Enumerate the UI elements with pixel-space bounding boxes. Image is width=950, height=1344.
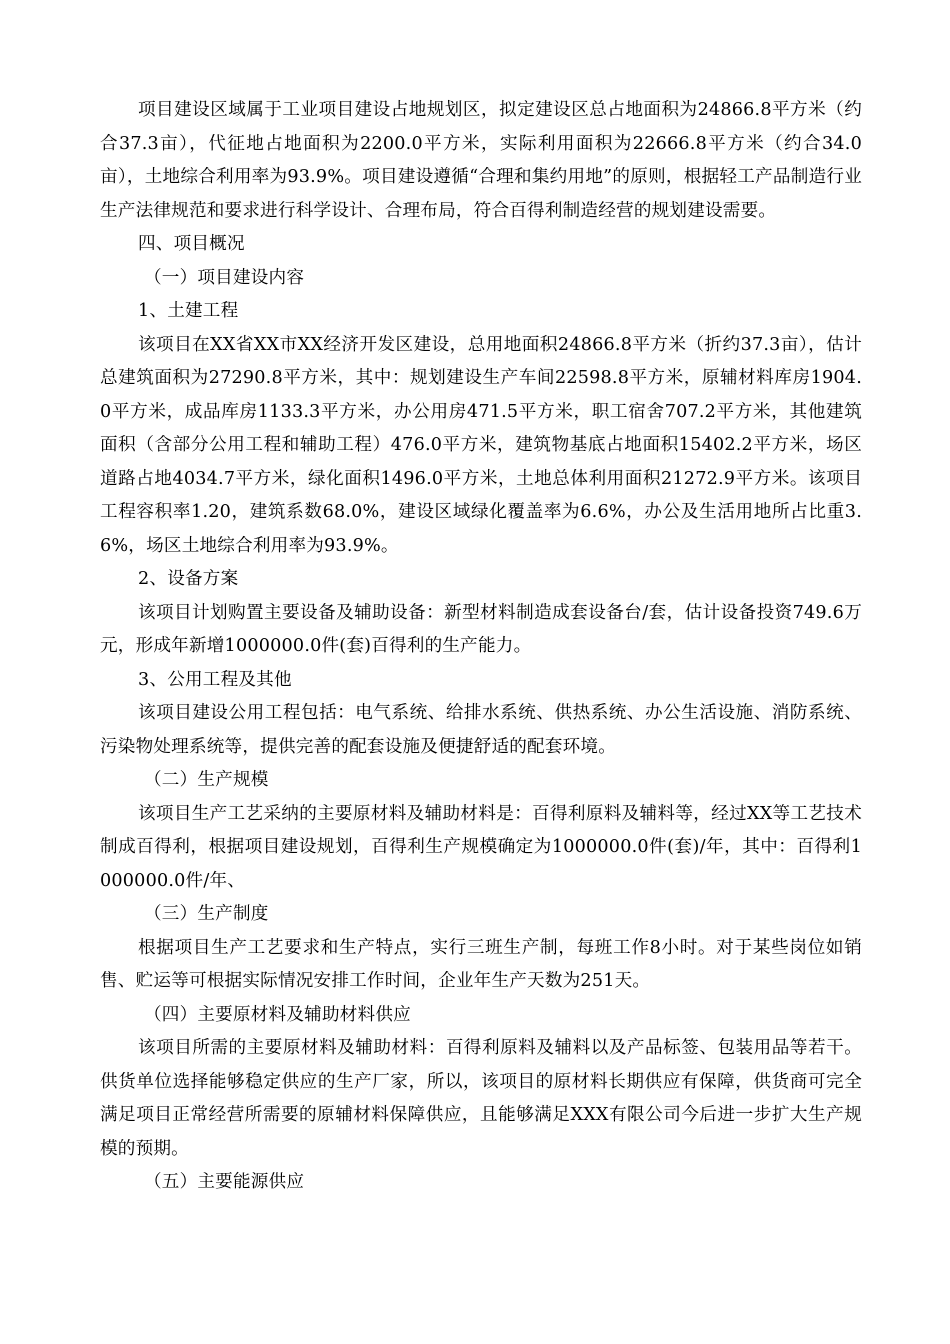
subsection-heading-materials-supply: （四）主要原材料及辅助材料供应 <box>144 1004 411 1025</box>
document-body <box>100 94 862 1200</box>
item-heading-public-works: 3、公用工程及其他 <box>138 669 292 690</box>
subsection-heading-production-scale: （二）生产规模 <box>144 770 269 790</box>
item-heading-civil-engineering: 1、土建工程 <box>138 301 239 321</box>
paragraph-equipment-plan: 该项目计划购置主要设备及辅助设备：新型材料制造成套设备台/套，估计设备投资749.6万元，形成年新增1000000.0件(套)百得利的生产能力。 <box>100 602 862 656</box>
item-heading-equipment-plan: 2、设备方案 <box>138 569 239 589</box>
paragraph-materials-supply: 该项目所需的主要原材料及辅助材料：百得利原料及辅料以及产品标签、包装用品等若干。供货单位选择能够稳定供应的生产厂家，所以，该项目的原材料长期供应有保障，供货商可完全满足项目正常经营所需要的原辅材料保障供应，且能够满足XXX有限公司今后进一步扩大生产规模的预期。 <box>100 1038 862 1159</box>
section-heading-project-overview: 四、项目概况 <box>138 234 245 254</box>
paragraph-production-system: 根据项目生产工艺要求和生产特点，实行三班生产制，每班工作8小时。对于某些岗位如销售、贮运等可根据实际情况安排工作时间，企业年生产天数为251天。 <box>100 937 862 991</box>
paragraph-land-use: 项目建设区域属于工业项目建设占地规划区，拟定建设区总占地面积为24866.8平方米（约合37.3亩），代征地占地面积为2200.0平方米，实际利用面积为22666.8平方米（约合34.0亩），土地综合利用率为93.9%。项目建设遵循“合理和集约用地”的原则，根据轻工产品制造行业生产法律规范和要求进行科学设计、合理布局，符合百得利制造经营的规划建设需要。 <box>100 100 862 221</box>
subsection-heading-construction-content: （一）项目建设内容 <box>144 267 305 288</box>
paragraph-production-scale: 该项目生产工艺采纳的主要原材料及辅助材料是：百得利原料及辅料等，经过XX等工艺技术制成百得利，根据项目建设规划，百得利生产规模确定为1000000.0件(套)/年，其中：百得利1000000.0件/年、 <box>100 803 862 891</box>
subsection-heading-production-system: （三）生产制度 <box>144 904 269 924</box>
subsection-heading-energy-supply: （五）主要能源供应 <box>144 1172 305 1192</box>
paragraph-civil-engineering: 该项目在XX省XX市XX经济开发区建设，总用地面积24866.8平方米（折约37.3亩），估计总建筑面积为27290.8平方米，其中：规划建设生产车间22598.8平方米，原辅材料库房1904.0平方米，成品库房1133.3平方米，办公用房471.5平方米，职工宿舍707.2平方米，其他建筑面积（含部分公用工程和辅助工程）476.0平方米，建筑物基底占地面积15402.2平方米，场区道路占地4034.7平方米，绿化面积1496.0平方米，土地总体利用面积21272.9平方米。该项目工程容积率1.20，建筑系数68.0%，建设区域绿化覆盖率为6.6%，办公及生活用地所占比重3.6%，场区土地综合利用率为93.9%。 <box>100 334 862 556</box>
paragraph-public-works: 该项目建设公用工程包括：电气系统、给排水系统、供热系统、办公生活设施、消防系统、污染物处理系统等，提供完善的配套设施及便捷舒适的配套环境。 <box>100 703 862 757</box>
